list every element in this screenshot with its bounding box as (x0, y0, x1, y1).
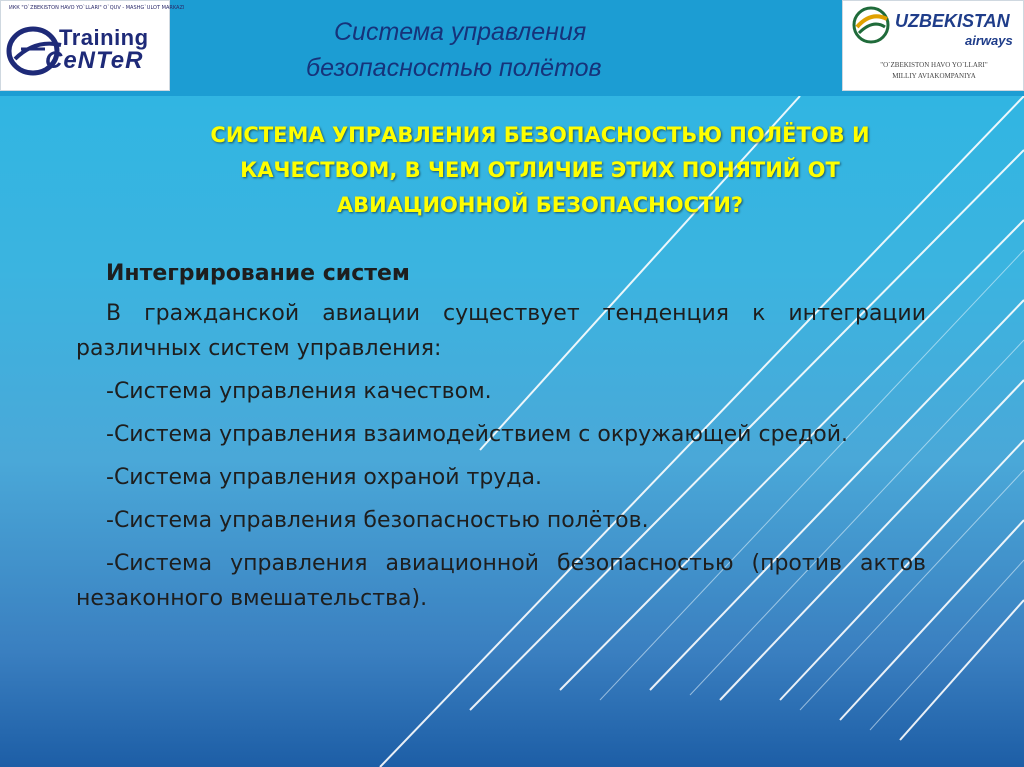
intro-paragraph: В гражданской авиации существует тенденция к интеграции различных систем управления: (76, 301, 926, 361)
section-subheading: Интегрирование систем (106, 261, 410, 286)
uzbekistan-airways-logo (842, 0, 1024, 91)
logo-left-caption: ИКК "O`ZBEKISTON HAVO YO`LLARI" O`QUV - MASHG`ULOT MARKAZI (9, 5, 185, 11)
list-item: -Система управления авиационной безопасностью (против актов незаконного вмешательства). (76, 551, 926, 611)
list-item: -Система управления охраной труда. (106, 465, 542, 490)
list-item: -Система управления безопасностью полётов. (106, 508, 649, 533)
airline-caption-line1: "O`ZBEKISTON HAVO YO`LLARI" (880, 61, 988, 69)
airline-emblem-icon (851, 5, 891, 45)
slide-question-heading (140, 118, 940, 223)
page-title-line2: безопасностью полётов (306, 54, 602, 82)
logo-brand-bottom: CeNTeR (45, 47, 144, 74)
slide-body (76, 256, 926, 624)
question-line3: АВИАЦИОННОЙ БЕЗОПАСНОСТИ? (336, 193, 744, 217)
airline-caption-line2: MILLIY AVIAKOMPANIYA (892, 72, 976, 80)
list-item: -Система управления качеством. (106, 379, 492, 404)
question-line1: СИСТЕМА УПРАВЛЕНИЯ БЕЗОПАСНОСТЬЮ ПОЛЁТОВ И (210, 123, 870, 147)
training-center-logo (0, 0, 185, 91)
logo-brand-top: Training (59, 25, 149, 50)
page-title (250, 14, 760, 86)
question-line2: КАЧЕСТВОМ, В ЧЕМ ОТЛИЧИЕ ЭТИХ ПОНЯТИЙ ОТ (240, 158, 840, 182)
list-item: -Система управления взаимодействием с окружающей средой. (106, 422, 849, 447)
airline-airways: airways (965, 33, 1013, 48)
page-title-line1: Система управления (334, 18, 587, 46)
airline-name: UZBEKISTAN (895, 11, 1010, 31)
